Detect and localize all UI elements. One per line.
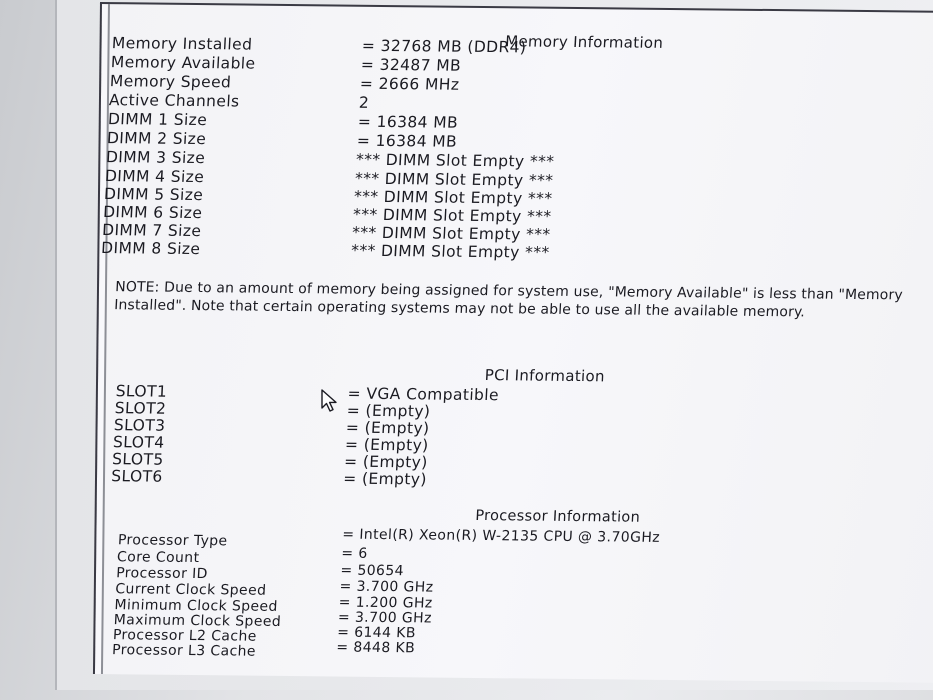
current-clock-speed-label: Current Clock Speed	[114, 581, 267, 599]
core-count-value: = 6	[340, 545, 369, 562]
dimm5-label: DIMM 5 Size	[103, 185, 204, 205]
minimum-clock-speed-value: = 1.200 GHz	[338, 594, 434, 612]
panel-content	[67, 4, 933, 683]
processor-type-value: = Intel(R) Xeon(R) W-2135 CPU @ 3.70GHz	[341, 526, 661, 546]
dimm8-label: DIMM 8 Size	[100, 239, 201, 259]
maximum-clock-speed-label: Maximum Clock Speed	[113, 612, 282, 630]
slot4-label: SLOT4	[112, 433, 165, 452]
slot6-value: = (Empty)	[342, 469, 428, 489]
slot4-value: = (Empty)	[344, 435, 430, 455]
memory-available-value: = 32487 MB	[360, 55, 462, 75]
processor-type-label: Processor Type	[117, 532, 228, 550]
dimm6-value: *** DIMM Slot Empty ***	[352, 205, 552, 226]
dimm5-value: *** DIMM Slot Empty ***	[353, 187, 553, 208]
processor-id-label: Processor ID	[115, 565, 209, 583]
minimum-clock-speed-label: Minimum Clock Speed	[114, 597, 279, 615]
dimm8-value: *** DIMM Slot Empty ***	[350, 241, 551, 262]
l3-cache-value: = 8448 KB	[335, 639, 416, 657]
active-channels-value: 2	[358, 93, 370, 112]
memory-installed-label: Memory Installed	[111, 34, 253, 54]
dimm1-value: = 16384 MB	[357, 112, 459, 132]
dimm4-label: DIMM 4 Size	[104, 167, 205, 187]
dimm7-label: DIMM 7 Size	[101, 221, 202, 241]
system-information-panel	[93, 2, 933, 683]
slot5-label: SLOT5	[111, 450, 165, 469]
slot1-label: SLOT1	[115, 382, 168, 401]
memory-speed-value: = 2666 MHz	[359, 74, 460, 94]
l3-cache-label: Processor L3 Cache	[111, 642, 257, 660]
memory-note: NOTE: Due to an amount of memory being assigned for system use, "Memory Available" is less than "Memory Installed". Note that certain operating systems may not be able to use all the available memory.	[113, 279, 904, 321]
l2-cache-label: Processor L2 Cache	[112, 627, 258, 645]
maximum-clock-speed-value: = 3.700 GHz	[337, 609, 433, 627]
processor-id-value: = 50654	[340, 562, 405, 580]
pci-information-heading: PCI Information	[484, 366, 606, 386]
slot2-value: = (Empty)	[346, 401, 431, 421]
memory-installed-value: = 32768 MB (DDR4)	[361, 36, 527, 57]
mouse-pointer-icon	[321, 389, 339, 413]
memory-information-heading: Memory Information	[504, 32, 664, 52]
l2-cache-value: = 6144 KB	[336, 624, 417, 642]
current-clock-speed-value: = 3.700 GHz	[339, 578, 434, 596]
dimm3-value: *** DIMM Slot Empty ***	[355, 150, 555, 171]
slot1-value: = VGA Compatible	[347, 384, 500, 405]
slot3-value: = (Empty)	[345, 418, 430, 438]
pci-row-slot6	[111, 467, 612, 490]
memory-available-label: Memory Available	[110, 53, 256, 73]
dimm3-label: DIMM 3 Size	[105, 148, 206, 168]
slot3-label: SLOT3	[113, 416, 166, 435]
dimm6-label: DIMM 6 Size	[102, 203, 203, 223]
dimm2-label: DIMM 2 Size	[106, 129, 207, 149]
memory-speed-label: Memory Speed	[109, 72, 232, 92]
dimm4-value: *** DIMM Slot Empty ***	[354, 169, 554, 190]
slot5-value: = (Empty)	[343, 452, 429, 472]
slot6-label: SLOT6	[110, 467, 164, 486]
processor-information-heading: Processor Information	[474, 507, 641, 526]
dimm1-label: DIMM 1 Size	[107, 110, 208, 130]
dimm2-value: = 16384 MB	[356, 131, 458, 151]
active-channels-label: Active Channels	[108, 91, 241, 111]
slot2-label: SLOT2	[114, 399, 167, 418]
core-count-label: Core Count	[116, 549, 200, 567]
dimm7-value: *** DIMM Slot Empty ***	[351, 223, 551, 244]
